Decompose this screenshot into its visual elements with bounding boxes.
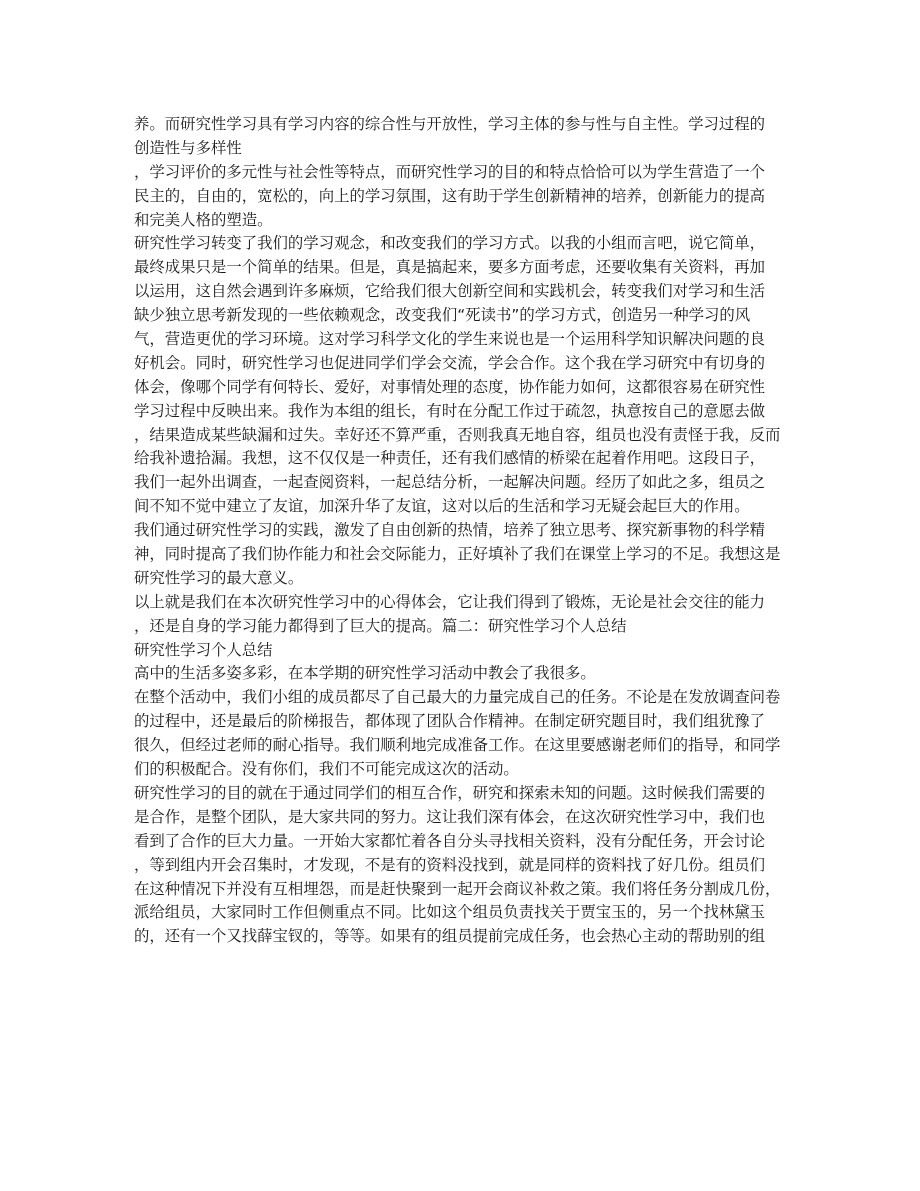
text-line: 神，同时提高了我们协作能力和社会交际能力，正好填补了我们在课堂上学习的不足。我想这是 xyxy=(134,545,781,564)
text-line: 在这种情况下并没有互相埋怨，而是赶快聚到一起开会商议补救之策。我们将任务分割成几份， xyxy=(134,879,781,898)
text-line: 间不知不觉中建立了友谊，加深升华了友谊，这对以后的生活和学习无疑会起巨大的作用。 xyxy=(134,497,750,516)
text-line: 派给组员，大家同时工作但侧重点不同。比如这个组员负责找关于贾宝玉的，另一个找林黛玉 xyxy=(134,903,766,922)
text-line: ，结果造成某些缺漏和过失。幸好还不算严重，否则我真无地自容，组员也没有责怪于我，反而 xyxy=(134,425,781,444)
text-line: 缺少独立思考新发现的一些依赖观念，改变我们“死读书”的学习方式，创造另一种学习的风 xyxy=(134,306,751,325)
text-line: ，等到组内开会召集时，才发现，不是有的资料没找到，就是同样的资料找了好几份。组员们 xyxy=(134,855,766,874)
text-line: 的，还有一个又找薛宝钗的，等等。如果有的组员提前完成任务，也会热心主动的帮助别的组 xyxy=(134,927,766,946)
text-line: 很久，但经过老师的耐心指导。我们顺利地完成准备工作。在这里要感谢老师们的指导，和同学 xyxy=(134,736,781,755)
text-line: 研究性学习转变了我们的学习观念，和改变我们的学习方式。以我的小组而言吧，说它简单， xyxy=(134,234,766,253)
text-line: 和完美人格的塑造。 xyxy=(134,210,273,229)
text-line: 是合作，是整个团队，是大家共同的努力。这让我们深有体会，在这次研究性学习中，我们也 xyxy=(134,807,766,826)
text-line: ，还是自身的学习能力都得到了巨大的提高。篇二：研究性学习个人总结 xyxy=(134,616,627,635)
text-line: 气，营造更优的学习环境。这对学习科学文化的学生来说也是一个运用科学知识解决问题的良 xyxy=(134,330,766,349)
text-line: 在整个活动中，我们小组的成员都尽了自己最大的力量完成自己的任务。不论是在发放调查问卷 xyxy=(134,688,781,707)
text-line: 以上就是我们在本次研究性学习中的心得体会，它让我们得到了锻炼，无论是社会交往的能力 xyxy=(134,592,766,611)
text-line: 民主的，自由的，宽松的，向上的学习氛围，这有助于学生创新精神的培养，创新能力的提高 xyxy=(134,186,766,205)
text-line: 高中的生活多姿多彩，在本学期的研究性学习活动中教会了我很多。 xyxy=(134,664,596,683)
text-line: 最终成果只是一个简单的结果。但是，真是搞起来，要多方面考虑，还要收集有关资料，再加 xyxy=(134,258,766,277)
text-line: 创造性与多样性 xyxy=(134,138,242,157)
text-line: 好机会。同时，研究性学习也促进同学们学会交流，学会合作。这个我在学习研究中有切身的 xyxy=(134,353,766,372)
text-line: 的过程中，还是最后的阶梯报告，都体现了团队合作精神。在制定研究题目时，我们组犹豫了 xyxy=(134,712,766,731)
text-line: 研究性学习个人总结 xyxy=(134,640,273,659)
text-line: 养。而研究性学习具有学习内容的综合性与开放性，学习主体的参与性与自主性。学习过程的 xyxy=(134,115,766,133)
text-line: ，学习评价的多元性与社会性等特点，而研究性学习的目的和特点恰恰可以为学生营造了一个 xyxy=(134,162,766,181)
text-line: 体会，像哪个同学有何特长、爱好，对事情处理的态度，协作能力如何，这都很容易在研究性 xyxy=(134,377,766,396)
text-line: 学习过程中反映出来。我作为本组的组长，有时在分配工作过于疏忽，执意按自己的意愿去做 xyxy=(134,401,766,420)
text-line: 以运用，这自然会遇到许多麻烦，它给我们很大创新空间和实践机会，转变我们对学习和生活 xyxy=(134,282,766,301)
text-line: 研究性学习的最大意义。 xyxy=(134,568,304,587)
text-line: 给我补遗拾漏。我想，这不仅仅是一种责任，还有我们感情的桥梁在起着作用吧。这段日子， xyxy=(134,449,766,468)
text-line: 我们通过研究性学习的实践，激发了自由创新的热情，培养了独立思考、探究新事物的科学精 xyxy=(134,521,766,540)
text-line: 研究性学习的目的就在于通过同学们的相互合作，研究和探索未知的问题。这时候我们需要的 xyxy=(134,783,766,802)
text-line: 看到了合作的巨大力量。一开始大家都忙着各自分头寻找相关资料，没有分配任务，开会讨论 xyxy=(134,831,766,850)
text-line: 们的积极配合。没有你们，我们不可能完成这次的活动。 xyxy=(134,760,519,779)
document-body xyxy=(134,113,794,949)
text-line: 我们一起外出调查，一起查阅资料，一起总结分析，一起解决问题。经历了如此之多，组员之 xyxy=(134,473,766,492)
